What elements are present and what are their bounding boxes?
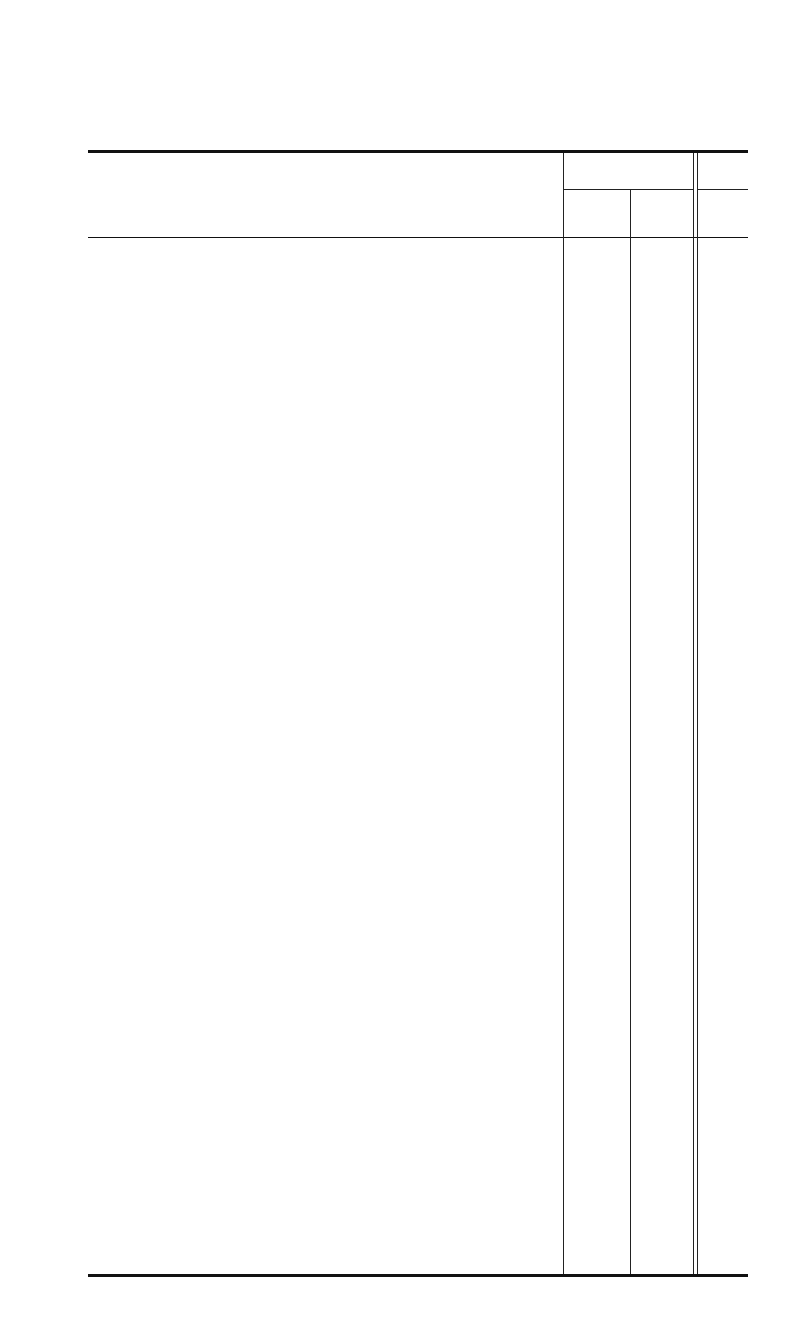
col-divider-label xyxy=(563,153,564,1274)
diag-subheader-rule xyxy=(564,189,693,190)
col-divider-ops xyxy=(693,153,694,1274)
table-header-rule xyxy=(88,237,748,238)
table-bottom-rule xyxy=(88,1274,748,1277)
col-divider-diag xyxy=(630,190,631,1274)
col-divider-ops2 xyxy=(697,153,698,1274)
ops-subheader-rule xyxy=(698,189,748,190)
table-top-rule xyxy=(88,150,748,153)
